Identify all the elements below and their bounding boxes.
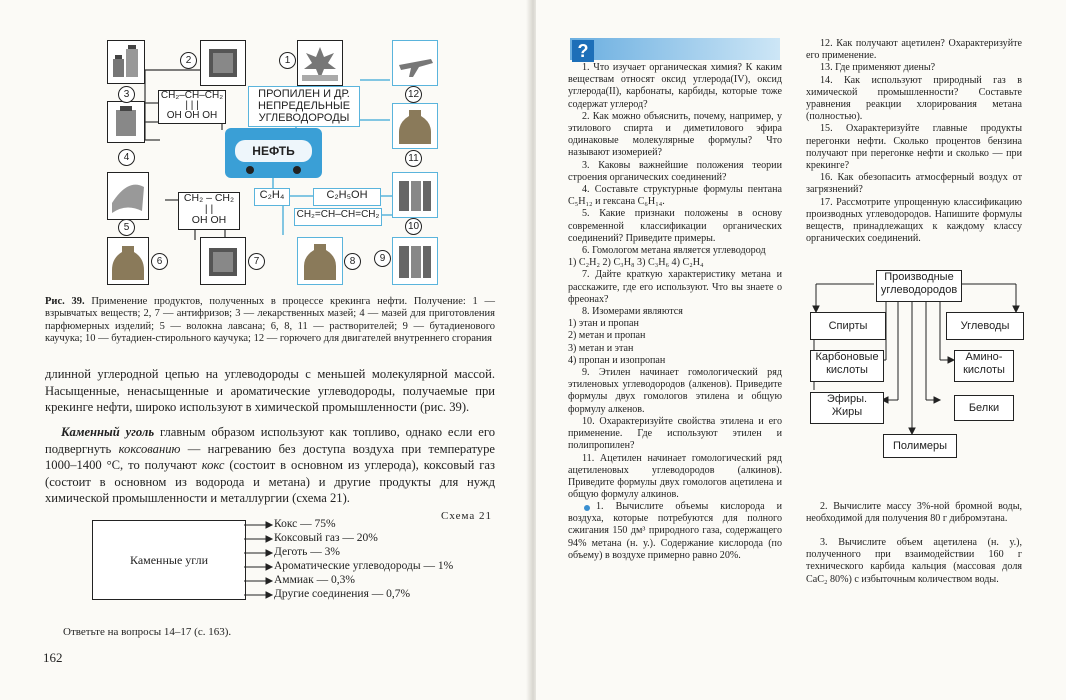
coal-text-a: главным образом используют как топливо, однако если его подвергнуть [45,425,496,456]
glycerol-line-2: | | | [185,100,199,111]
scheme-item-aromatic: Ароматические углеводороды — 1% [274,560,454,572]
fig-number-1: 1 [279,52,296,69]
answer-questions-note: Ответьте на вопросы 14–17 (с. 163). [63,626,232,638]
caption-text: Применение продуктов, полученных в процессе крекинга нефти. Получение: 1 — взрывчатых веществ; 2, 7 — антифризов; 3 — лекарственных мазей; 4 — мазей для приготовления парфюмерных изделий; 5 — волокна лавсана; 6, 8, 11 — растворителей; 9 — бутадиенового каучука; 10 — бутадиен-стирольного каучука; 12 — горючего для двигателей внутреннего сгорания [45,296,496,345]
question-9: 9. Этилен начинает гомологический ряд этиленовых углеводородов (алкенов). Приведите формулы двух гомологов этилена и общую формулу алкенов. [568,367,782,415]
question-5: 5. Какие признаки положены в основу современной классификации органических соединений? Приведите примеры. [568,208,782,244]
question-10: 10. Охарактеризуйте свойства этилена и его применение. Где используют этилен и полипропилен? [568,415,782,452]
class-spirits: Спирты [810,312,886,340]
class-derivatives-line-1: Производные [884,271,954,283]
page-number: 162 [43,650,63,665]
butadiene-formula: CH₂=CH–CH=CH₂ [294,208,382,226]
class-esters-line-1: Эфиры. [826,393,868,405]
paragraph-cracking: длинной углеродной цепью на углеводороды с меньшей молекулярной массой. Насыщенные, ненасыщенные и ароматические углеводороды, получаемые при крекинге нефти, широко используют в химической промышленности (рис. 39). [45,367,495,415]
scheme-item-tar: Деготь — 3% [274,546,340,558]
scheme-arrows [244,520,274,600]
question-8-option-4: 4) пропан и изопропан [568,354,666,366]
question-11: 11. Ацетилен начинает гомологический ряд ацетиленовых углеводородов (алкинов). Приведите формулы двух гомологов ацетилена и общую формулу алкинов. [568,452,782,501]
fig-number-7: 7 [248,253,265,270]
fig-number-6: 6 [151,253,168,270]
glycol-line-2: | | [204,203,214,215]
fig-number-11: 11 [405,150,422,167]
class-amino-line-2: кислоты [963,364,1005,376]
explosion-image [297,40,343,86]
antifreeze-canister-image [200,40,246,86]
question-8-option-2: 2) метан и пропан [568,330,646,342]
glycerol-line-1: CH₂–CH–CH₂ [160,90,224,101]
fig-number-9: 9 [374,250,391,267]
figure-caption [45,296,495,346]
butadiene-rubber-image [392,237,438,285]
question-8: 8. Изомерами являются [582,306,683,318]
class-esters-fats [810,392,884,424]
question-8-option-1: 1) этан и пропан [568,318,639,330]
ointment-tube-image [107,101,145,143]
question-mark-icon: ? [572,40,594,62]
scheme-item-coke-gas: Коксовый газ — 20% [274,532,378,544]
oil-tank-car-image [225,128,322,178]
ethanol-formula: C₂H₅OH [313,188,381,206]
propylene-line-2: НЕПРЕДЕЛЬНЫЕ [257,100,351,112]
scheme-source-box: Каменные угли [92,520,246,600]
task-3: 3. Вычислите объем ацетилена (н. у.), полученного при взаимодействии 160 г технического карбида кальция (массовая доля CaC₂ 80%) с избыточным количеством воды. [806,537,1022,585]
airplane-image [392,40,438,86]
caption-label: Рис. 39. [45,296,85,307]
ethylene-formula: C₂H₄ [254,188,290,206]
propylene-line-3: УГЛЕВОДОРОДЫ [258,112,350,124]
coking-term: коксованию [118,441,181,456]
solvent-bottle-image [107,237,149,285]
solvent-vessel-image [297,237,343,285]
questions-column-2 [806,38,1022,245]
scheme-products [274,517,453,601]
fig-number-4: 4 [118,149,135,166]
class-carbohydrates: Углеводы [946,312,1024,340]
scheme-item-other: Другие соединения — 0,7% [274,588,411,600]
question-1: 1. Что изучает органическая химия? К каким веществам относят оксид углерода(IV), оксид углерода(II), карбонаты, карбиды, которые тоже содержат углерод? [568,62,782,110]
class-carboxylic-acids [810,350,884,382]
scheme-item-ammonia: Аммиак — 0,3% [274,574,355,586]
glycol-line-1: CH₂ – CH₂ [183,192,235,204]
question-2: 2. Как можно объяснить, почему, например, у этилового спирта и диметилового эфира одинаковые молекулярные формулы? Что называют изомерией? [568,110,782,159]
scheme-label: Схема 21 [441,510,492,522]
question-14: 14. Как используют природный газ в химической промышленности? Составьте уравнения реакции хлорирования метана (полностью). [806,74,1022,123]
glycerol-formula [158,90,226,124]
antifreeze-box-image [200,237,246,285]
fig-number-3: 3 [118,86,135,103]
right-page [536,0,1066,700]
glycol-formula [178,192,240,230]
propylene-box [248,86,360,127]
scheme-item-coke: Кокс — 75% [274,518,336,530]
fig-number-10: 10 [405,218,422,235]
question-16: 16. Как обезопасить атмосферный воздух от загрязнений? [806,172,1022,196]
question-6-options: 1) C₂H₂ 2) C₃H₈ 3) C₃H₆ 4) C₂H₄ [568,257,704,269]
question-3: 3. Каковы важнейшие положения теории строения органических соединений? [568,159,782,183]
coal-text-c: (состоит в основном из углерода), коксовый газ (состоит в основном из водорода и метана) и другие продукты для нужд химической промышленности и металлургии (схема 21). [45,458,495,506]
left-page [0,0,530,700]
oil-label: НЕФТЬ [252,144,295,158]
glycerol-line-3: OH OH OH [166,110,218,121]
fig-number-2: 2 [180,52,197,69]
class-derivatives-line-2: углеводородов [880,284,958,296]
paragraph-coal [45,424,495,507]
coal-term: Каменный уголь [61,425,155,439]
fig-number-8: 8 [344,253,361,270]
question-12: 12. Как получают ацетилен? Охарактеризуйте его применение. [806,38,1022,62]
class-amino-line-1: Амино- [965,351,1003,363]
class-carboxylic-line-1: Карбоновые [815,351,879,363]
ointment-jars-image [107,40,145,84]
task-2: 2. Вычислите массу 3%-ной бромной воды, необходимой для получения 80 г дибромэтана. [806,501,1022,525]
solvent-jar-image [392,103,438,149]
question-8-option-3: 3) метан и этан [568,342,634,354]
question-6: 6. Гомологом метана является углеводород [582,245,766,257]
propylene-line-1: ПРОПИЛЕН И ДР. [258,88,350,100]
class-carboxylic-line-2: кислоты [826,364,868,376]
fig-number-5: 5 [118,219,135,236]
question-13: 13. Где применяют диены? [820,62,936,74]
questions-column-1 [568,62,782,501]
fig-number-12: 12 [405,86,422,103]
coke-term: кокс [201,458,225,473]
question-7: 7. Дайте краткую характеристику метана и расскажите, где его используют. Что вы знаете о фреонах? [568,269,782,305]
question-4: 4. Составьте структурные формулы пентана C₅H₁₂ и гексана C₆H₁₄. [568,184,782,208]
class-derivatives [876,270,962,302]
rubber-rolls-image [392,172,438,218]
task-1: 1. Вычислите объемы кислорода и воздуха, которые потребуются для полного сжигания 150 дм³ природного газа, содержащего 94% метана (н. у.). Содержание кислорода (по объему) в воздухе примерно равно 20%. [568,501,782,561]
lavsan-fabric-image [107,172,149,220]
glycol-line-3: OH OH [191,214,227,226]
class-proteins: Белки [954,395,1014,421]
class-esters-line-2: Жиры [831,406,863,418]
question-17: 17. Рассмотрите упрощенную классификацию производных углеводородов. Напишите формулы веществ, принадлежащих к каждому классу органических соединений. [806,196,1022,245]
class-amino-acids [954,350,1014,382]
questions-header-bar [570,38,780,60]
class-polymers: Полимеры [883,434,957,458]
coal-text-b: — нагреванию без доступа воздуха при температуре 1000–1400 °C, то получают [45,441,495,473]
question-15: 15. Охарактеризуйте главные продукты перегонки нефти. Сколько процентов бензина получают при перегонке нефти и сколько — при крекинге? [806,123,1022,172]
